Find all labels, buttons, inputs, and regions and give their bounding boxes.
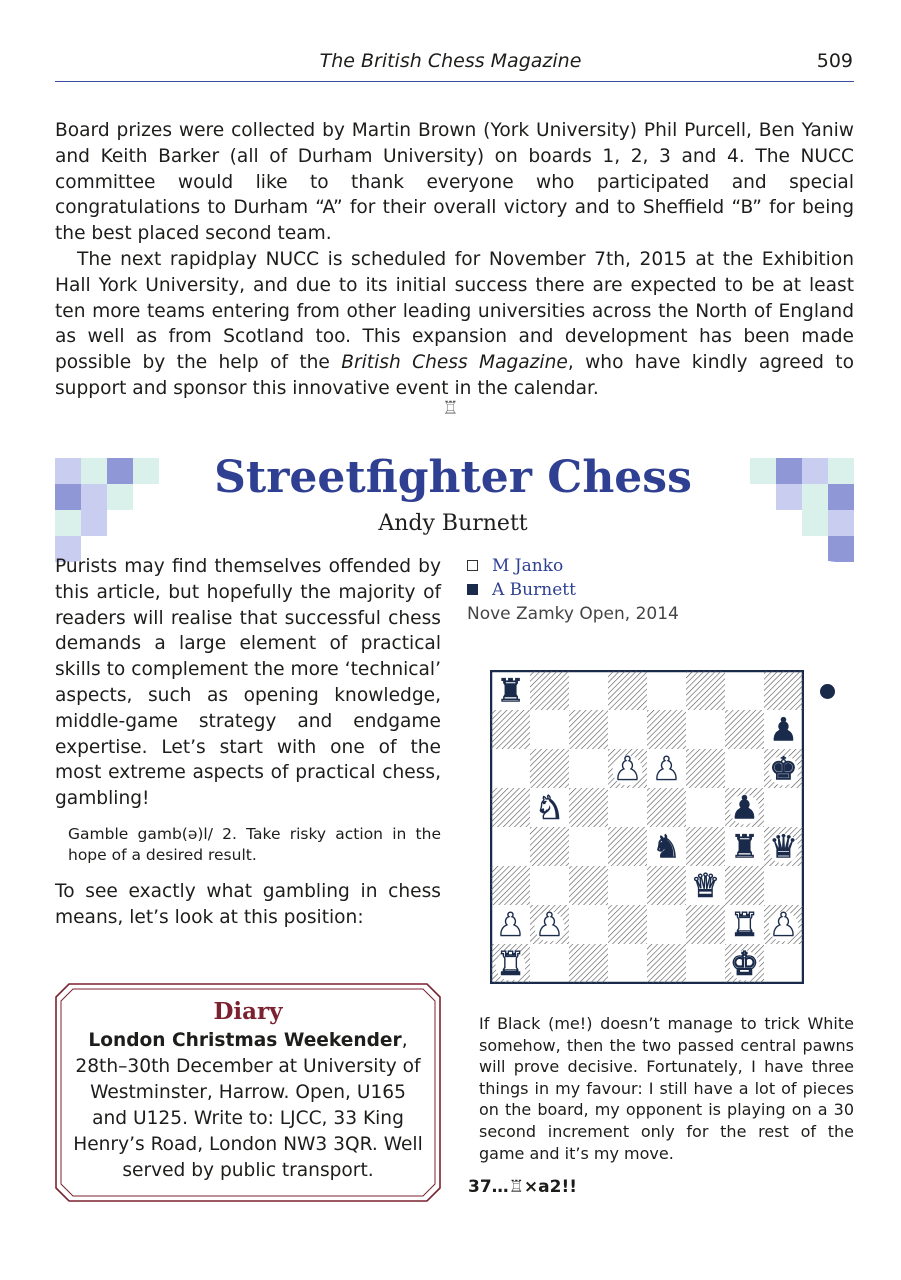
article-title: Streetfighter Chess — [214, 452, 692, 503]
article-left-column — [55, 554, 441, 931]
dark-square — [686, 671, 725, 710]
white-queen-icon: ♛ — [691, 866, 720, 905]
dark-square — [569, 710, 608, 749]
dark-square — [764, 671, 803, 710]
dark-square — [569, 944, 608, 983]
magazine-name: British Chess Magazine — [341, 352, 568, 374]
dark-square — [725, 710, 764, 749]
white-king-icon: ♚ — [730, 944, 759, 983]
intro-text — [55, 118, 854, 402]
dark-square — [647, 710, 686, 749]
white-rook-icon: ♜ — [730, 905, 759, 944]
black-queen-icon: ♛ — [769, 827, 798, 866]
diary-heading: Diary — [213, 998, 283, 1025]
white-player-name: M Janko — [492, 556, 564, 576]
game-move: 37…♖×a2!! — [468, 1177, 577, 1197]
dark-square — [647, 866, 686, 905]
section-separator-rook-icon: ♖ — [442, 398, 459, 419]
gamble-definition: Gamble gamb(ə)l/ 2. Take risky action in the hope of a desired result. — [68, 824, 441, 864]
diary-details: , 28th–30th December at University of Westminster, Harrow. Open, U165 and U125. Write to: LJCC, 33 King Henry’s Road, London NW3 3QR. Well served by public transport. — [73, 1030, 423, 1181]
dark-square — [530, 827, 569, 866]
white-pawn-icon: ♟ — [652, 749, 681, 788]
diagram-caption: If Black (me!) doesn’t manage to trick White somehow, then the two passed central pawns will prove decisive. Fortunately, I have three things in my favour: I still have a lot of pieces on the board, my opponent is playing on a 30 second increment only for the rest of the game and it’s my move. — [479, 1014, 854, 1163]
diary-content — [70, 996, 426, 1184]
game-event: Nove Zamky Open, 2014 — [467, 604, 679, 624]
black-king-icon: ♚ — [769, 749, 798, 788]
dark-square — [608, 827, 647, 866]
author-byline: Andy Burnett — [378, 511, 528, 536]
page-number: 509 — [816, 50, 853, 72]
intro-p2-b: , who have kindly agreed to support and sponsor this innovative event in the calendar. — [55, 352, 854, 399]
white-pawn-icon: ♟ — [535, 905, 564, 944]
dark-square — [647, 788, 686, 827]
black-pawn-icon: ♟ — [730, 788, 759, 827]
dark-square — [686, 827, 725, 866]
intro-paragraph-1: Board prizes were collected by Martin Brown (York University) Phil Purcell, Ben Yaniw and Keith Barker (all of Durham University) on boards 1, 2, 3 and 4. The NUCC committee would like to thank everyone who participated and special congratulations to Durham “A” for their overall victory and to Sheffield “B” for being the best placed second team. — [55, 120, 854, 245]
dark-square — [569, 866, 608, 905]
dark-square — [686, 905, 725, 944]
black-pawn-icon: ♟ — [769, 710, 798, 749]
dark-square — [647, 944, 686, 983]
dark-square — [530, 749, 569, 788]
dark-square — [569, 788, 608, 827]
dark-square — [725, 866, 764, 905]
white-knight-icon: ♞ — [535, 788, 564, 827]
black-player-name: A Burnett — [492, 580, 576, 600]
dark-square — [491, 866, 530, 905]
dark-square — [491, 788, 530, 827]
white-pawn-icon: ♟ — [613, 749, 642, 788]
intro-paragraph-2 — [55, 247, 854, 402]
header-rule — [55, 81, 854, 82]
dark-square — [608, 905, 647, 944]
white-player — [467, 554, 576, 578]
decorative-checker-right — [726, 458, 854, 586]
diary-event-name: London Christmas Weekender — [88, 1030, 402, 1051]
white-rook-icon: ♜ — [496, 944, 525, 983]
black-rook-icon: ♜ — [730, 827, 759, 866]
black-rook-icon: ♜ — [496, 671, 525, 710]
black-to-move-indicator — [820, 684, 835, 699]
white-pawn-icon: ♟ — [769, 905, 798, 944]
intro-p2-a: The next rapidplay NUCC is scheduled for November 7th, 2015 at the Exhibition Hall York University, and due to its initial success there are expected to be at least ten more teams entering from other leading universities across the North of England as well as from Scotland too. This expansion and development has been made possible by the help of the — [55, 248, 854, 374]
dark-square — [608, 671, 647, 710]
black-knight-icon: ♞ — [652, 827, 681, 866]
article-paragraph-2: To see exactly what gambling in chess means, let’s look at this position: — [55, 880, 441, 928]
black-player — [467, 578, 576, 602]
dark-square — [530, 671, 569, 710]
dark-square — [491, 710, 530, 749]
dark-square — [686, 749, 725, 788]
black-square-icon — [467, 584, 478, 595]
game-players — [467, 554, 576, 602]
chess-diagram — [490, 670, 804, 984]
running-head: The British Chess Magazine — [319, 50, 582, 72]
white-square-icon — [467, 560, 478, 571]
white-pawn-icon: ♟ — [496, 905, 525, 944]
article-paragraph-1: Purists may find themselves offended by this article, but hopefully the majority of readers will realise that successful chess demands a large element of practical skills to complement the more ‘technical’ aspects, such as opening knowledge, middle-game strategy and endgame expertise. Let’s start with one of the most extreme aspects of practical chess, gambling! — [55, 556, 441, 810]
